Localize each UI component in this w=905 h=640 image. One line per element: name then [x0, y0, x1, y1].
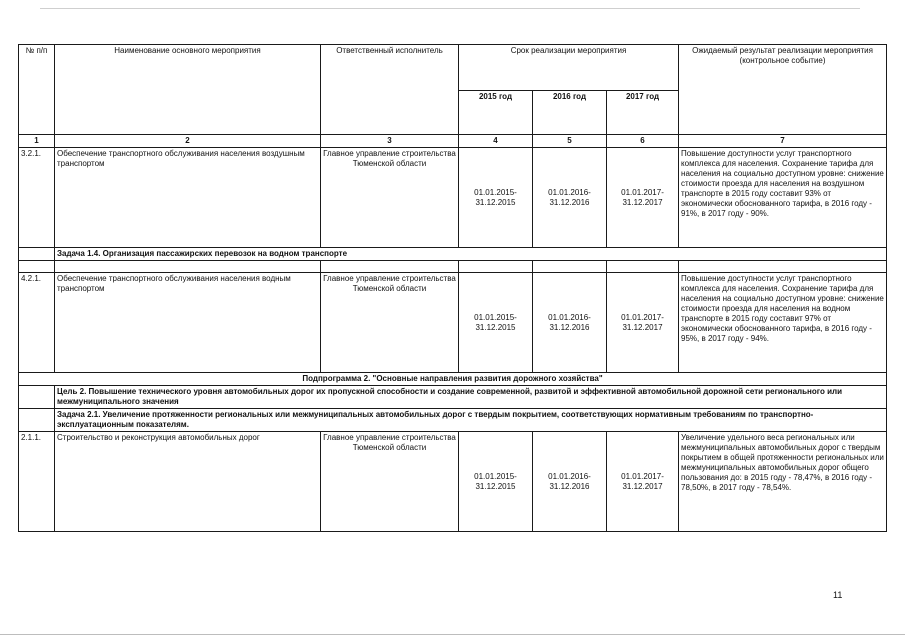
row-name: Обеспечение транспортного обслуживания населения воздушным транспортом	[55, 148, 321, 248]
colnum-4: 4	[459, 135, 533, 148]
header-2017: 2017 год	[607, 91, 679, 135]
colnum-1: 1	[19, 135, 55, 148]
row-executor: Главное управление строительства Тюменской области	[321, 432, 459, 532]
row-date-2017: 01.01.2017-31.12.2017	[607, 148, 679, 248]
row-date-2017: 01.01.2017-31.12.2017	[607, 273, 679, 373]
goal-2: Цель 2. Повышение технического уровня автомобильных дорог их пропускной способности и создание современной, развитой и эффективной автомобильной дорожной сети регионального или межмуниципального значения	[55, 386, 887, 409]
row-date-2015: 01.01.2015-31.12.2015	[459, 432, 533, 532]
subprogram-2: Подпрограмма 2. "Основные направления развития дорожного хозяйства"	[19, 373, 887, 386]
header-2016: 2016 год	[533, 91, 607, 135]
subprogram-row	[19, 373, 887, 386]
goal-row	[19, 386, 887, 409]
top-scan-line	[40, 8, 860, 9]
row-num: 2.1.1.	[19, 432, 55, 532]
row-date-2017: 01.01.2017-31.12.2017	[607, 432, 679, 532]
row-result: Повышение доступности услуг транспортного комплекса для населения. Сохранение тарифа для населения на социально доступном уровне: снижение стоимости проезда для населения на водном транспорте в 2015 году составит 97% от экономически обоснованного тарифа, в 2016 году - 95%, в 2017 году - 94%.	[679, 273, 887, 373]
task-1-4: Задача 1.4. Организация пассажирских перевозок на водном транспорте	[55, 248, 887, 261]
row-name: Обеспечение транспортного обслуживания населения водным транспортом	[55, 273, 321, 373]
row-date-2015: 01.01.2015-31.12.2015	[459, 148, 533, 248]
row-num: 3.2.1.	[19, 148, 55, 248]
task-2-1: Задача 2.1. Увеличение протяженности региональных или межмуниципальных автомобильных дорог с твердым покрытием, соответствующих нормативным требованиям по транспортно-эксплуатационным показателям.	[55, 409, 887, 432]
colnum-7: 7	[679, 135, 887, 148]
row-executor: Главное управление строительства Тюменской области	[321, 273, 459, 373]
task-row	[19, 248, 887, 261]
row-result: Повышение доступности услуг транспортного комплекса для населения. Сохранение тарифа для населения на социально доступном уровне: снижение стоимости проезда для населения на воздушном транспорте в 2015 году составит 93% от экономически обоснованного тарифа, в 2016 году - 91%, в 2017 году - 90%.	[679, 148, 887, 248]
page-number: 11	[833, 590, 843, 600]
header-row-1	[19, 45, 887, 91]
colnum-3: 3	[321, 135, 459, 148]
header-executor: Ответственный исполнитель	[321, 45, 459, 135]
bottom-scan-line	[0, 634, 905, 635]
row-executor: Главное управление строительства Тюменской области	[321, 148, 459, 248]
program-table	[18, 44, 887, 532]
colnum-5: 5	[533, 135, 607, 148]
colnum-6: 6	[607, 135, 679, 148]
header-num: № п/п	[19, 45, 55, 135]
table-row	[19, 148, 887, 248]
row-date-2016: 01.01.2016-31.12.2016	[533, 273, 607, 373]
table-row	[19, 273, 887, 373]
row-name: Строительство и реконструкция автомобильных дорог	[55, 432, 321, 532]
column-number-row	[19, 135, 887, 148]
header-result: Ожидаемый результат реализации мероприятия (контрольное событие)	[679, 45, 887, 135]
row-result: Увеличение удельного веса региональных или межмуниципальных автомобильных дорог с твердым покрытием в общей протяженности региональных или межмуниципальных автомобильных дорог общего пользования до: в 2015 году - 78,47%, в 2016 году - 78,50%, в 2017 году - 78,54%.	[679, 432, 887, 532]
row-date-2015: 01.01.2015-31.12.2015	[459, 273, 533, 373]
colnum-2: 2	[55, 135, 321, 148]
spacer-row	[19, 261, 887, 273]
row-date-2016: 01.01.2016-31.12.2016	[533, 148, 607, 248]
header-name: Наименование основного мероприятия	[55, 45, 321, 135]
row-date-2016: 01.01.2016-31.12.2016	[533, 432, 607, 532]
row-num: 4.2.1.	[19, 273, 55, 373]
header-2015: 2015 год	[459, 91, 533, 135]
header-period: Срок реализации мероприятия	[459, 45, 679, 91]
table-row	[19, 432, 887, 532]
task-row	[19, 409, 887, 432]
